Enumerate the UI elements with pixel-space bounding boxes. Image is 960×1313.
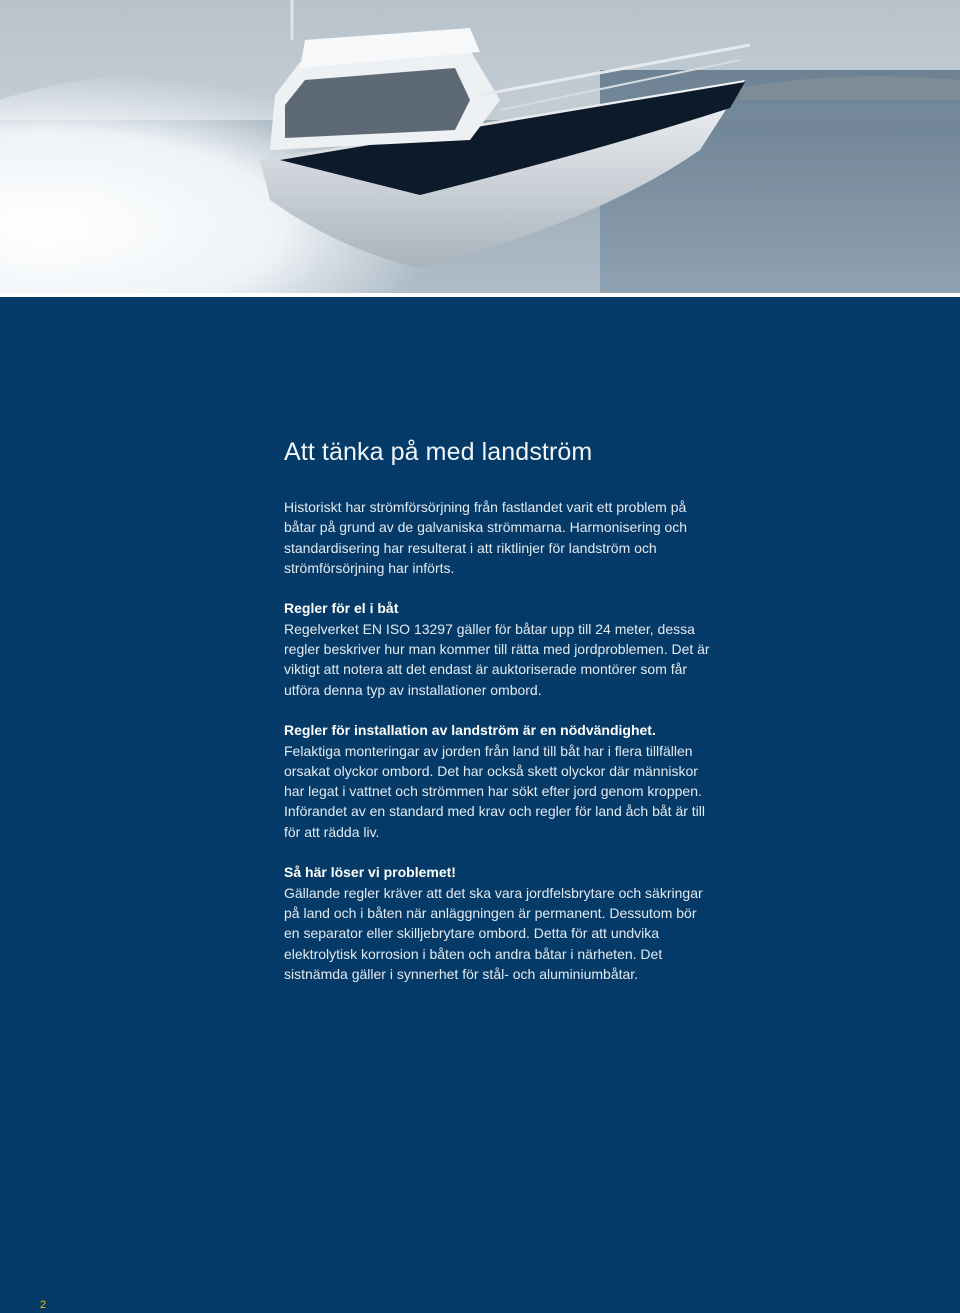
section-regler-el xyxy=(284,598,714,699)
section-heading: Så här löser vi problemet! xyxy=(284,864,456,881)
article-title: Att tänka på med landström xyxy=(284,438,593,466)
section-body: Felaktiga monteringar av jorden från land till båt har i flera tillfällen orsakat olyckor ombord. Det har också skett olyckor där människor har legat i vattnet och strömmen har sökt efter jord genom kroppen. Införandet av en standard med krav och regler för land åch båt är till för att rädda liv. xyxy=(284,742,706,840)
section-body: Gällande regler kräver att det ska vara jordfelsbrytare och säkringar på land och i båten när anläggningen är permanent. Dessutom bör en separator eller skilljebrytare ombord. Detta för att undvika elektrolytisk korrosion i båten och andra båtar i närheten. Det sistnämda gäller i synnerhet för stål- och aluminiumbåtar. xyxy=(284,884,703,982)
section-regler-installation xyxy=(284,720,714,842)
page-number: 2 xyxy=(40,1299,47,1311)
section-heading: Regler för installation av landström är en nödvändighet. xyxy=(284,722,656,739)
section-losning xyxy=(284,862,714,984)
section-body: Regelverket EN ISO 13297 gäller för båtar upp till 24 meter, dessa regler beskriver hur man kommer till rätta med jordproblemen. Det är viktigt att notera att det endast är auktoriserade montörer som får utföra denna typ av installationer ombord. xyxy=(284,620,710,698)
intro-paragraph: Historiskt har strömförsörjning från fastlandet varit ett problem på båtar på grund av de galvaniska strömmarna. Harmonisering och standardisering har resulterat i att riktlinjer för landström och strömförsörjning har införts. xyxy=(284,499,688,576)
article xyxy=(284,437,714,1004)
section-heading: Regler för el i båt xyxy=(284,600,399,617)
boat-illustration xyxy=(0,0,960,293)
boat-photo xyxy=(0,0,960,293)
